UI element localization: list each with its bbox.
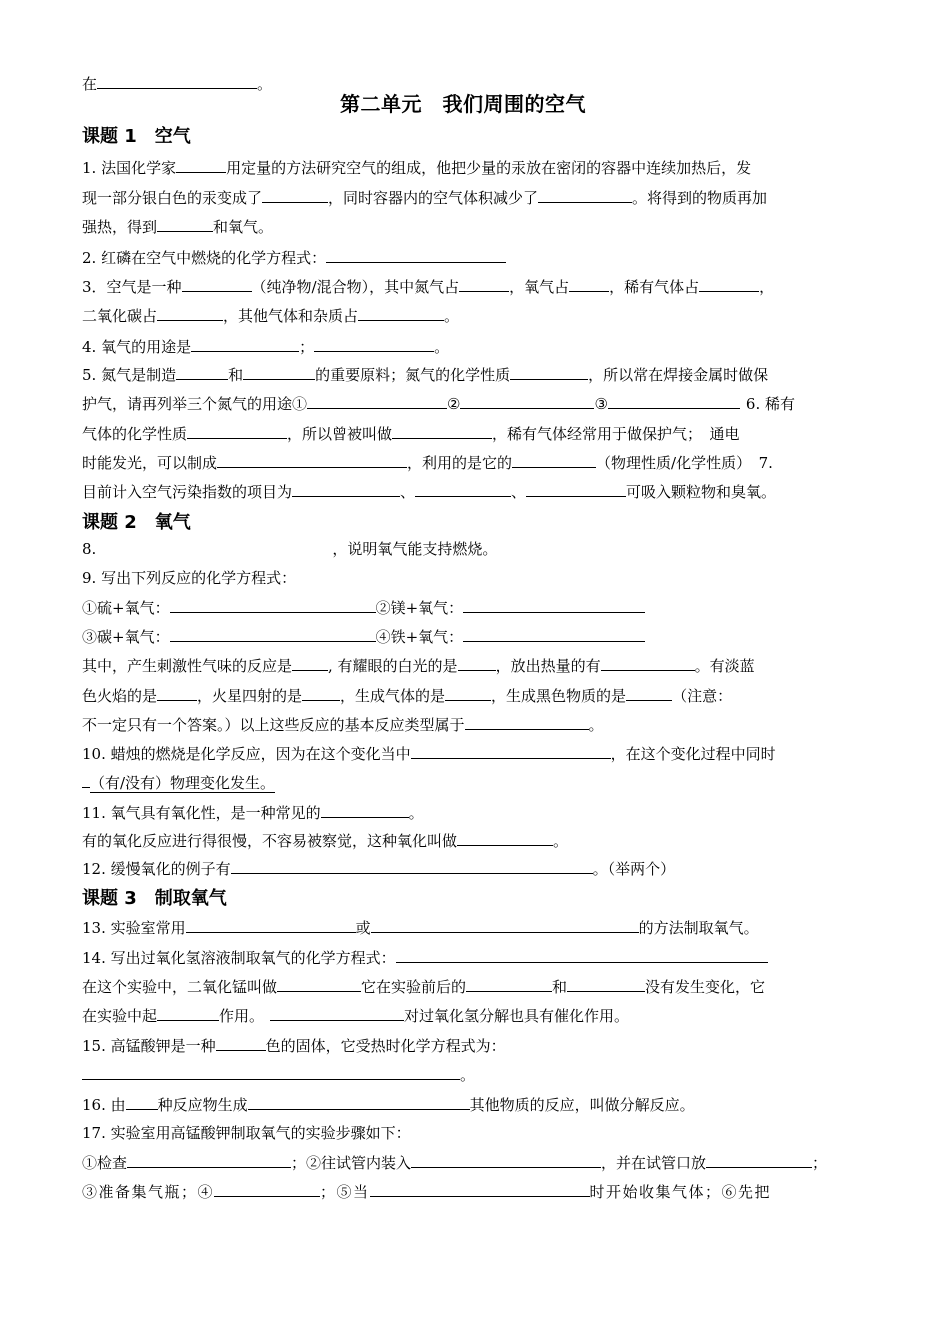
answer-blank[interactable]: [157, 216, 213, 232]
answer-blank[interactable]: [411, 743, 611, 759]
answer-blank[interactable]: [415, 481, 511, 497]
answer-blank[interactable]: [706, 1152, 812, 1168]
answer-blank[interactable]: [307, 393, 447, 409]
text: 气体的化学性质: [82, 425, 188, 443]
section-heading-1: 课题 1 空气: [82, 126, 191, 147]
answer-blank[interactable]: [601, 655, 695, 671]
question-11-line-2: [82, 830, 568, 850]
answer-blank[interactable]: [243, 364, 315, 380]
question-2: [82, 247, 506, 267]
text: 16. 由: [82, 1096, 126, 1114]
answer-blank[interactable]: [463, 597, 645, 613]
text: 不一定只有一个答案。）以上这些反应的基本反应类型属于: [82, 716, 465, 734]
text: ，说明氧气能支持燃烧。: [332, 540, 498, 558]
answer-blank[interactable]: [512, 452, 596, 468]
text: 。将得到的物质再加: [632, 189, 768, 207]
answer-blank[interactable]: [82, 772, 90, 788]
answer-blank[interactable]: [127, 1152, 291, 1168]
text: 对过氧化氢分解也具有催化作用。: [404, 1007, 630, 1025]
answer-blank[interactable]: [321, 802, 409, 818]
text: ③碳+氧气：: [82, 628, 170, 646]
text: 。: [460, 1066, 476, 1084]
answer-blank[interactable]: [371, 917, 639, 933]
question-9-intro: 9. 写出下列反应的化学方程式：: [82, 569, 297, 587]
text: 种反应物生成: [157, 1096, 248, 1114]
answer-blank[interactable]: [157, 305, 223, 321]
answer-blank[interactable]: [82, 1064, 460, 1080]
text: 色的固体，它受热时化学方程式为：: [265, 1037, 506, 1055]
answer-blank[interactable]: [466, 976, 552, 992]
answer-blank[interactable]: [157, 685, 197, 701]
answer-blank[interactable]: [699, 276, 759, 292]
text: ①检查: [82, 1154, 128, 1172]
answer-blank[interactable]: [248, 1094, 470, 1110]
text: ，火星四射的是: [197, 687, 303, 705]
answer-blank[interactable]: [458, 655, 496, 671]
text: 没有发生变化，它: [645, 978, 766, 996]
text: 。: [588, 716, 604, 734]
answer-blank[interactable]: [463, 626, 645, 642]
answer-blank[interactable]: [459, 276, 509, 292]
question-13: [82, 917, 759, 937]
question-9-line-1: [82, 655, 755, 675]
answer-blank[interactable]: [292, 655, 328, 671]
text: ，: [759, 278, 775, 296]
text: （有/没有）物理变化发生。: [90, 774, 276, 792]
text: 11. 氧气具有氧化性，是一种常见的: [82, 804, 321, 822]
answer-blank[interactable]: [567, 976, 645, 992]
question-6-line-2: [82, 452, 773, 472]
text: 二氧化碳占: [82, 307, 158, 325]
text: 它在实验前后的: [361, 978, 467, 996]
answer-blank[interactable]: [326, 247, 506, 263]
text: ，所以常在焊接金属时做保: [588, 366, 769, 384]
text: ，生成气体的是: [340, 687, 446, 705]
question-10-line-1: [82, 743, 776, 763]
text: 10. 蜡烛的燃烧是化学反应，因为在这个变化当中: [82, 745, 411, 763]
answer-blank[interactable]: [302, 685, 340, 701]
question-9-line-3: [82, 714, 604, 734]
answer-blank[interactable]: [538, 187, 632, 203]
text: ，所以曾被叫做: [287, 425, 393, 443]
text: ②: [447, 395, 461, 413]
text: ；⑤当: [320, 1183, 370, 1201]
text: 。有淡蓝: [694, 657, 755, 675]
answer-blank[interactable]: [460, 393, 594, 409]
text: 、: [400, 483, 416, 501]
text: 可吸入颗粒物和臭氧。: [626, 483, 777, 501]
answer-blank[interactable]: [176, 364, 228, 380]
text: 和氧气。: [213, 218, 274, 236]
text: ，生成黑色物质的是: [491, 687, 627, 705]
answer-blank[interactable]: [170, 597, 376, 613]
unit-title: 第二单元 我们周围的空气: [340, 92, 586, 116]
text: 。: [257, 75, 273, 93]
answer-blank[interactable]: [465, 714, 589, 730]
question-14-line-1: [82, 947, 768, 967]
answer-blank[interactable]: [97, 73, 257, 89]
text: 12. 缓慢氧化的例子有: [82, 860, 231, 878]
text: 的重要原料；氮气的化学性质: [315, 366, 511, 384]
text: 强热，得到: [82, 218, 158, 236]
text: , 有耀眼的白光的是: [328, 657, 458, 675]
answer-blank[interactable]: [608, 393, 740, 409]
text: 、: [511, 483, 527, 501]
question-8: [82, 539, 497, 559]
answer-blank[interactable]: [126, 1094, 158, 1110]
text: ；: [812, 1154, 828, 1172]
text: 在这个实验中，二氧化锰叫做: [82, 978, 278, 996]
answer-blank[interactable]: [170, 626, 376, 642]
question-12: [82, 858, 675, 878]
text: ，稀有气体占: [609, 278, 700, 296]
question-14-line-2: [82, 976, 765, 996]
question-6-line-1: [82, 423, 740, 443]
answer-blank[interactable]: [457, 830, 553, 846]
text: ，同时容器内的空气体积减少了: [328, 189, 539, 207]
text: 在实验中起: [82, 1007, 158, 1025]
answer-blank[interactable]: [510, 364, 588, 380]
text: 13. 实验室常用: [82, 919, 186, 937]
text: ，氧气占: [509, 278, 570, 296]
text: 和: [228, 366, 244, 384]
text: 的方法制取氧气。: [638, 919, 759, 937]
answer-blank[interactable]: [191, 336, 299, 352]
question-14-line-3: [82, 1005, 629, 1025]
answer-blank[interactable]: [262, 187, 328, 203]
text: 其他物质的反应，叫做分解反应。: [469, 1096, 695, 1114]
text: ②镁+氧气：: [375, 599, 464, 617]
text: ，放出热量的有: [495, 657, 601, 675]
text: 15. 高锰酸钾是一种: [82, 1037, 216, 1055]
answer-blank[interactable]: [157, 1005, 219, 1021]
text: 和: [552, 978, 568, 996]
text: ①硫+氧气：: [82, 599, 170, 617]
question-15-line-2: [82, 1064, 475, 1084]
answer-blank[interactable]: [358, 305, 444, 321]
question-4: [82, 336, 449, 356]
text: 护气，请再列举三个氮气的用途①: [82, 395, 308, 413]
question-1-line-1: [82, 157, 751, 177]
text: ，并在试管口放: [601, 1154, 707, 1172]
text: 4. 氧气的用途是: [82, 338, 192, 356]
question-11-line-1: [82, 802, 424, 822]
answer-blank[interactable]: [569, 276, 609, 292]
text: 在: [82, 75, 98, 93]
text: 色火焰的是: [82, 687, 158, 705]
text: 。: [553, 832, 569, 850]
question-3-line-2: [82, 305, 459, 325]
text: ；②往试管内装入: [291, 1154, 412, 1172]
answer-blank[interactable]: [214, 1181, 320, 1197]
answer-blank[interactable]: [526, 481, 626, 497]
text: 作用。: [219, 1007, 265, 1025]
section-heading-3: 课题 3 制取氧气: [82, 888, 227, 909]
answer-blank[interactable]: [314, 336, 434, 352]
answer-blank[interactable]: [445, 685, 491, 701]
text: 时能发光，可以制成: [82, 454, 218, 472]
text: ④铁+氧气：: [375, 628, 464, 646]
text: ③: [594, 395, 608, 413]
answer-blank[interactable]: [187, 423, 287, 439]
text: 时开始收集气体；⑥先把: [589, 1183, 772, 1201]
question-16: [82, 1094, 695, 1114]
answer-blank[interactable]: [176, 157, 226, 173]
question-5-line-2: [82, 393, 795, 413]
text: 现一部分银白色的汞变成了: [82, 189, 263, 207]
answer-blank[interactable]: [231, 858, 593, 874]
answer-blank[interactable]: [217, 452, 407, 468]
text: 1. 法国化学家: [82, 159, 177, 177]
section-heading-2: 课题 2 氧气: [82, 512, 191, 533]
answer-blank[interactable]: [182, 276, 252, 292]
answer-blank[interactable]: [216, 1035, 266, 1051]
question-1-line-3: [82, 216, 273, 236]
text: 目前计入空气污染指数的项目为: [82, 483, 293, 501]
text: ③准备集气瓶；④: [82, 1183, 215, 1201]
question-9-line-2: [82, 685, 732, 705]
question-9-reaction-row-1: [82, 597, 645, 617]
text: （注意：: [672, 687, 733, 705]
question-17-intro: 17. 实验室用高锰酸钾制取氧气的实验步骤如下：: [82, 1124, 411, 1142]
question-3-line-1: [82, 276, 774, 296]
answer-blank[interactable]: [292, 481, 400, 497]
text: （纯净物/混合物），其中氮气占: [251, 278, 460, 296]
text: 。（举两个）: [592, 860, 676, 878]
text: （物理性质/化学性质） 7.: [596, 454, 773, 472]
answer-blank[interactable]: [392, 423, 492, 439]
answer-blank[interactable]: [186, 917, 356, 933]
text: ，稀有气体经常用于做保护气； 通电: [492, 425, 740, 443]
question-15-line-1: [82, 1035, 506, 1055]
text: ，其他气体和杂质占: [223, 307, 359, 325]
text: ；: [299, 338, 315, 356]
answer-blank[interactable]: [396, 947, 768, 963]
text: 2. 红磷在空气中燃烧的化学方程式：: [82, 249, 327, 267]
question-9-reaction-row-2: [82, 626, 645, 646]
question-7: [82, 481, 776, 501]
text: 5. 氮气是制造: [82, 366, 177, 384]
question-17-line-2: [82, 1181, 771, 1201]
text: 。: [408, 804, 424, 822]
text: ，在这个变化过程中同时: [610, 745, 776, 763]
text: 。: [444, 307, 460, 325]
text: 或: [355, 919, 371, 937]
text: 有的氧化反应进行得很慢，不容易被察觉，这种氧化叫做: [82, 832, 458, 850]
text: ，利用的是它的: [407, 454, 513, 472]
question-10-line-2: [82, 772, 275, 792]
text: 6. 稀有: [745, 395, 796, 413]
text: 14. 写出过氧化氢溶液制取氧气的化学方程式：: [82, 949, 396, 967]
text: 用定量的方法研究空气的组成，他把少量的汞放在密闭的容器中连续加热后，发: [226, 159, 752, 177]
text: 其中，产生刺激性气味的反应是: [82, 657, 293, 675]
question-17-line-1: [82, 1152, 827, 1172]
answer-blank[interactable]: [270, 1005, 404, 1021]
question-5-line-1: [82, 364, 768, 384]
answer-blank[interactable]: [370, 1181, 590, 1197]
text: 。: [434, 338, 450, 356]
answer-blank[interactable]: [411, 1152, 601, 1168]
text: 3．空气是一种: [82, 278, 182, 296]
answer-blank[interactable]: [626, 685, 672, 701]
answer-blank[interactable]: [277, 976, 361, 992]
previous-page-line: [82, 73, 272, 93]
question-1-line-2: [82, 187, 767, 207]
text: 8.: [82, 540, 97, 558]
